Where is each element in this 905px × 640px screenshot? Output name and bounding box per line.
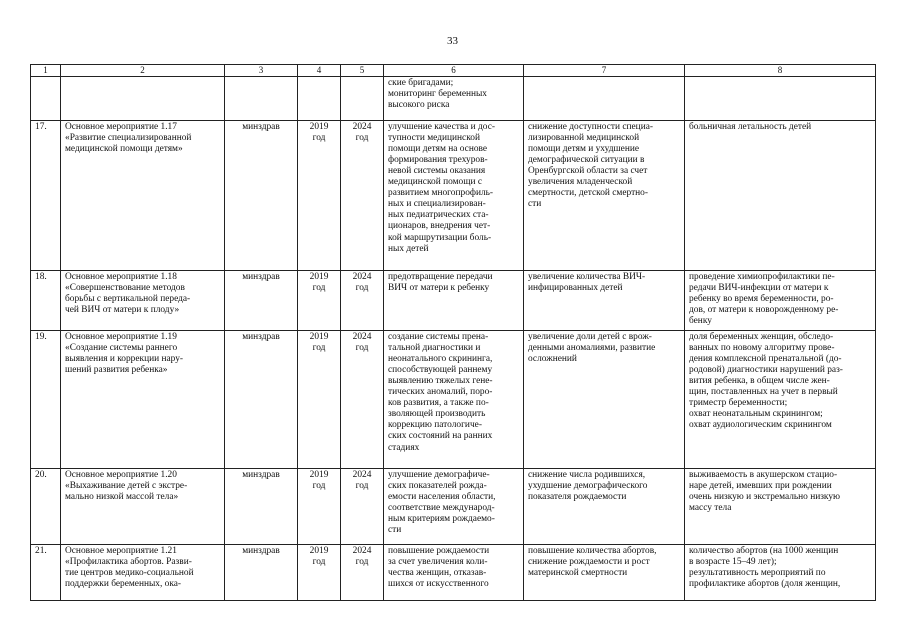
column-header: 3 (225, 65, 298, 77)
executor: минздрав (225, 120, 298, 270)
non-implementation-effect: увеличение количества ВИЧ- инфицированных детей (528, 271, 646, 293)
expected-result: улучшение качества и дос- тупности медицинской помощи детям на основе формирования трехуров- невой системы оказания медицинской помощи с развитием многопрофиль- ных и специализирован- ных педиатрических ста- ционаров, внедрения чет- кой маршрутизации боль- ных детей (388, 121, 495, 254)
column-header: 4 (298, 65, 341, 77)
start-year: 2019 год (309, 121, 329, 143)
indicator: количество абортов (на 1000 женщин в возрасте 15–49 лет); результативность мероприятий по профилактике абортов (доля женщин, (689, 545, 841, 589)
column-header: 2 (61, 65, 225, 77)
measure-name: Основное мероприятие 1.19 «Создание системы раннего выявления и коррекции нару- шений развития ребенка» (65, 331, 184, 375)
row-number: 20. (31, 468, 61, 544)
expected-result: повышение рождаемости за счет увеличения коли- чества женщин, отказав- шихся от искусственного (388, 545, 490, 589)
table-row (31, 544, 876, 600)
start-year: 2019 год (309, 545, 329, 567)
table-row (31, 120, 876, 270)
start-year: 2019 год (309, 331, 329, 353)
column-header: 5 (341, 65, 384, 77)
start-year: 2019 год (309, 469, 329, 491)
executor: минздрав (225, 468, 298, 544)
end-year: 2024 год (352, 271, 372, 293)
non-implementation-effect: повышение количества абортов, снижение рождаемости и рост материнской смертности (528, 545, 657, 578)
expected-result: предотвращение передачи ВИЧ от матери к ребенку (388, 271, 493, 293)
measures-table (30, 64, 876, 601)
row-number: 21. (31, 544, 61, 600)
non-implementation-effect: увеличение доли детей с врож- денными аномалиями, развитие осложнений (528, 331, 656, 364)
column-header: 7 (524, 65, 685, 77)
start-year: 2019 год (309, 271, 329, 293)
row-number: 19. (31, 330, 61, 468)
table-row (31, 468, 876, 544)
expected-result: улучшение демографиче- ских показателей рожда- емости населения области, соответствие международ- ным критериям рождаемо- сти (388, 469, 496, 536)
continued-content-cell: ские бригадами; мониторинг беременных высокого риска (388, 77, 487, 110)
expected-result: создание системы прена- тальной диагностики и неонатального скрининга, способствующей раннему выявлению тяжелых гене- тических аномалий, поро- ков развития, а также по- зволяющей производить коррекцию патологиче- ских состояний на ранних стадиях (388, 331, 493, 453)
executor: минздрав (225, 270, 298, 330)
measure-name: Основное мероприятие 1.18 «Совершенствование методов борьбы с вертикальной переда- чей ВИЧ от матери к плоду» (65, 271, 191, 315)
column-header: 6 (384, 65, 524, 77)
end-year: 2024 год (352, 121, 372, 143)
table-row (31, 330, 876, 468)
table-row-continued (31, 76, 876, 120)
non-implementation-effect: снижение числа родившихся, ухудшение демографического показателя рождаемости (528, 469, 648, 502)
indicator: проведение химиопрофилактики пе- редачи ВИЧ-инфекции от матери к ребенку во время беременности, ро- дов, от матери к новорожденному ре- бенку (689, 271, 839, 326)
row-number: 18. (31, 270, 61, 330)
measure-name: Основное мероприятие 1.20 «Выхаживание детей с экстре- мально низкой массой тела» (65, 469, 188, 502)
page-number: 33 (447, 35, 458, 47)
end-year: 2024 год (352, 469, 372, 491)
column-header: 8 (685, 65, 876, 77)
executor: минздрав (225, 330, 298, 468)
indicator: выживаемость в акушерском стацио- наре детей, имевших при рождении очень низкую и экстремально низкую массу тела (689, 469, 841, 513)
column-header: 1 (31, 65, 61, 77)
end-year: 2024 год (352, 331, 372, 353)
table-row (31, 270, 876, 330)
indicator: больничная летальность детей (689, 121, 812, 132)
measure-name: Основное мероприятие 1.17 «Развитие специализированной медицинской помощи детям» (65, 121, 192, 154)
end-year: 2024 год (352, 545, 372, 567)
row-number: 17. (31, 120, 61, 270)
indicator: доля беременных женщин, обследо- ванных по новому алгоритму прове- дения комплексной пренатальной (до- родовой) диагностики нарушений раз- вития ребенка, в общем числе жен- щин, поставленных на учет в первый триместр беременности; охват неонатальным скринингом; охват аудиологическим скринингом (689, 331, 843, 431)
non-implementation-effect: снижение доступности специа- лизированной медицинской помощи детям и ухудшение демографической ситуации в Оренбургской области за счет увеличения младенческой смертности, детской смертно- сти (528, 121, 653, 210)
executor: минздрав (225, 544, 298, 600)
table-header (31, 65, 876, 77)
measure-name: Основное мероприятие 1.21 «Профилактика абортов. Разви- тие центров медико-социальной поддержки беременных, ока- (65, 545, 194, 589)
